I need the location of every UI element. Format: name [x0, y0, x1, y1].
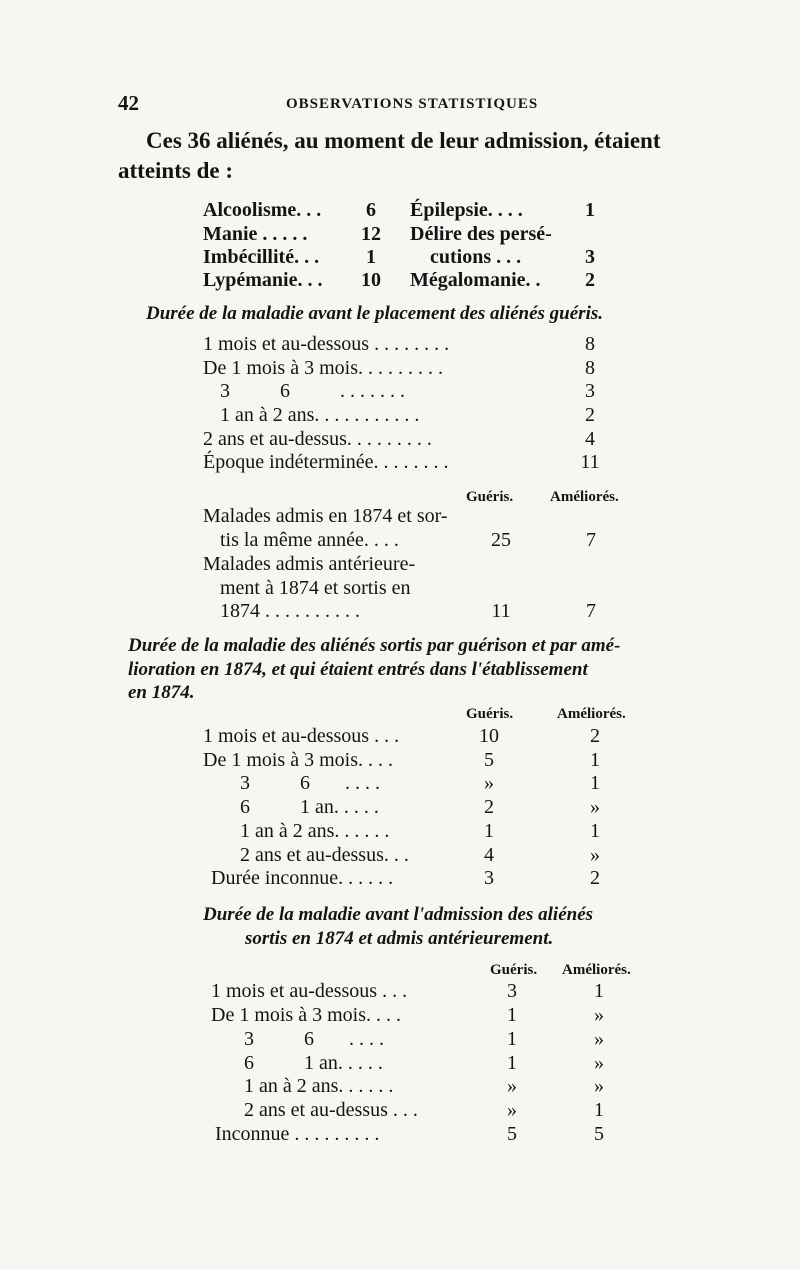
table-row-label: 2 ans et au-dessus . . .	[244, 1099, 418, 1121]
table-row-gueris: »	[484, 772, 494, 794]
table-row-label: tis la même année. . . .	[220, 529, 399, 551]
table-row-label: 1874 . . . . . . . . . .	[220, 600, 360, 622]
table-row-ameliores: 1	[594, 1099, 604, 1121]
table-row-label: Malades admis antérieure-	[203, 553, 416, 575]
table-row-gueris: 3	[484, 867, 494, 889]
page-number: 42	[118, 91, 139, 115]
table-row-ameliores: 1	[594, 980, 604, 1002]
table-row-value: 8	[585, 357, 595, 379]
table-row-value: 3	[585, 380, 595, 402]
diag-left-label: Imbécillité. . .	[203, 246, 320, 268]
table-row-ameliores: »	[590, 844, 600, 866]
diag-left-label: Alcoolisme. . .	[203, 199, 322, 221]
table-row-ameliores: 2	[590, 867, 600, 889]
table-row-label: 6 1 an. . . . .	[240, 796, 379, 818]
table-row-ameliores: 7	[586, 600, 596, 622]
table-row-label: 2 ans et au-dessus. . .	[240, 844, 409, 866]
diag-left-value: 6	[366, 199, 376, 221]
table-row-ameliores: »	[594, 1028, 604, 1050]
table-row-ameliores: 2	[590, 725, 600, 747]
running-head: OBSERVATIONS STATISTIQUES	[286, 96, 539, 112]
diag-left-label: Manie . . . . .	[203, 223, 308, 245]
table-row-label: Époque indéterminée. . . . . . . .	[203, 451, 449, 473]
table-row-gueris: 4	[484, 844, 494, 866]
diag-right-label: Épilepsie. . . .	[410, 199, 523, 221]
table-row-ameliores: 7	[586, 529, 596, 551]
table-row-gueris: 2	[484, 796, 494, 818]
diag-right-label: cutions . . .	[430, 246, 522, 268]
diag-right-value: 3	[585, 246, 595, 268]
table-row-label: 6 1 an. . . . .	[244, 1052, 383, 1074]
column-header-gueris: Guéris.	[466, 706, 514, 722]
table-row-ameliores: 1	[590, 772, 600, 794]
table-row-label: De 1 mois à 3 mois. . . . . . . . .	[203, 357, 443, 379]
table-row-gueris: 1	[507, 1028, 517, 1050]
diag-right-value: 1	[585, 199, 595, 221]
table-row-gueris: 5	[507, 1123, 517, 1145]
table-row-label: De 1 mois à 3 mois. . . .	[203, 749, 393, 771]
table-row-label: 2 ans et au-dessus. . . . . . . . .	[203, 428, 432, 450]
section3-caption-line-3: en 1874.	[128, 682, 195, 703]
diag-left-label: Lypémanie. . .	[203, 269, 323, 291]
section4-caption-line-1: Durée de la maladie avant l'admission des aliénés	[203, 904, 594, 925]
diag-left-value: 1	[366, 246, 376, 268]
table-row-label: Durée inconnue. . . . . .	[211, 867, 394, 889]
table-row-label: 3 6 . . . .	[240, 772, 380, 794]
table-row-gueris: »	[507, 1099, 517, 1121]
table-row-label: 1 an à 2 ans. . . . . . . . . . .	[220, 404, 420, 426]
table-row-ameliores: »	[590, 796, 600, 818]
column-header-ameliores: Améliorés.	[550, 489, 619, 505]
section4-caption-line-2: sortis en 1874 et admis antérieurement.	[245, 928, 554, 949]
column-header-ameliores: Améliorés.	[557, 706, 626, 722]
table-row-value: 4	[585, 428, 595, 450]
section3-caption-line-2: lioration en 1874, et qui étaient entrés dans l'établissement	[128, 659, 588, 680]
table-row-ameliores: »	[594, 1004, 604, 1026]
table-row-value: 2	[585, 404, 595, 426]
diag-right-label: Délire des persé-	[410, 223, 552, 245]
table-row-value: 11	[580, 451, 600, 473]
table-row-gueris: 5	[484, 749, 494, 771]
diag-left-value: 12	[361, 223, 381, 245]
table-row-gueris: »	[507, 1075, 517, 1097]
table-row-gueris: 11	[491, 600, 511, 622]
table-row-ameliores: »	[594, 1075, 604, 1097]
diag-right-value: 2	[585, 269, 595, 291]
table-row-label: 1 mois et au-dessous . . .	[211, 980, 408, 1002]
section3-caption-line-1: Durée de la maladie des aliénés sortis par guérison et par amé-	[128, 635, 621, 656]
table-row-label: 3 6 . . . . . . .	[220, 380, 405, 402]
table-row-label: 3 6 . . . .	[244, 1028, 384, 1050]
table-row-label: Inconnue . . . . . . . . .	[215, 1123, 380, 1145]
column-header-gueris: Guéris.	[466, 489, 514, 505]
table-row-ameliores: 1	[590, 820, 600, 842]
section1-caption: Durée de la maladie avant le placement des aliénés guéris.	[146, 303, 604, 324]
diag-right-label: Mégalomanie. .	[410, 269, 541, 291]
table-row-label: ment à 1874 et sortis en	[220, 577, 411, 599]
table-row-gueris: 10	[479, 725, 499, 747]
table-row-gueris: 25	[491, 529, 511, 551]
table-row-ameliores: »	[594, 1052, 604, 1074]
intro-line-2: atteints de :	[118, 158, 233, 183]
column-header-gueris: Guéris.	[490, 962, 538, 978]
table-row-gueris: 1	[507, 1004, 517, 1026]
column-header-ameliores: Améliorés.	[562, 962, 631, 978]
table-row-label: De 1 mois à 3 mois. . . .	[211, 1004, 401, 1026]
table-row-label: 1 mois et au-dessous . . .	[203, 725, 400, 747]
table-row-gueris: 1	[507, 1052, 517, 1074]
table-row-ameliores: 1	[590, 749, 600, 771]
table-row-label: 1 mois et au-dessous . . . . . . . .	[203, 333, 450, 355]
table-row-value: 8	[585, 333, 595, 355]
table-row-label: 1 an à 2 ans. . . . . .	[244, 1075, 394, 1097]
diag-left-value: 10	[361, 269, 381, 291]
table-row-ameliores: 5	[594, 1123, 604, 1145]
table-row-gueris: 3	[507, 980, 517, 1002]
table-row-gueris: 1	[484, 820, 494, 842]
table-row-label: 1 an à 2 ans. . . . . .	[240, 820, 390, 842]
table-row-label: Malades admis en 1874 et sor-	[203, 505, 448, 527]
intro-line-1: Ces 36 aliénés, au moment de leur admission, étaient	[146, 128, 661, 153]
